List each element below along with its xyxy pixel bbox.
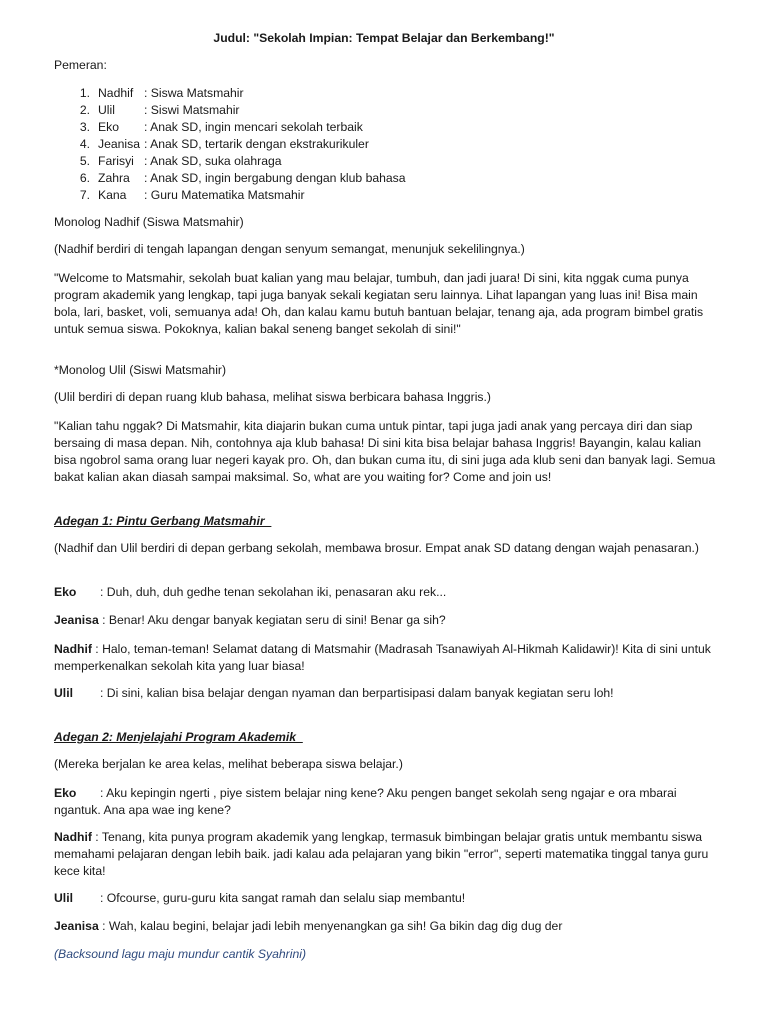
dialogue-text: : Di sini, kalian bisa belajar dengan nyaman dan berpartisipasi dalam banyak kegiatan seru loh! bbox=[100, 686, 614, 700]
speaker-name: Nadhif bbox=[54, 830, 92, 844]
monolog-ulil-direction: (Ulil berdiri di depan ruang klub bahasa, melihat siswa berbicara bahasa Inggris.) bbox=[54, 390, 491, 404]
monolog-nadhif-heading: Monolog Nadhif (Siswa Matsmahir) bbox=[54, 215, 244, 229]
backsound-note: (Backsound lagu maju mundur cantik Syahrini) bbox=[54, 947, 306, 961]
dialogue-text: : Ofcourse, guru-guru kita sangat ramah dan selalu siap membantu! bbox=[100, 891, 466, 905]
cast-role: : Anak SD, ingin bergabung dengan klub bahasa bbox=[144, 171, 406, 185]
speaker-name: Eko bbox=[54, 786, 77, 800]
dialogue-line bbox=[54, 641, 719, 675]
cast-role: : Siswi Matsmahir bbox=[144, 103, 240, 117]
dialogue-text: : Wah, kalau begini, belajar jadi lebih menyenangkan ga sih! Ga bikin dag dig dug der bbox=[102, 919, 563, 933]
cast-name: Ulil bbox=[98, 103, 115, 117]
cast-number: 1. bbox=[79, 86, 90, 100]
cast-name: Nadhif bbox=[98, 86, 134, 100]
cast-name: Eko bbox=[98, 120, 120, 134]
dialogue-line bbox=[54, 890, 719, 907]
adegan-1-heading: Adegan 1: Pintu Gerbang Matsmahir bbox=[54, 514, 272, 528]
dialogue-text: : Benar! Aku dengar banyak kegiatan seru di sini! Benar ga sih? bbox=[102, 613, 446, 627]
cast-role: : Anak SD, tertarik dengan ekstrakurikuler bbox=[144, 137, 369, 151]
dialogue-text: : Halo, teman-teman! Selamat datang di Matsmahir (Madrasah Tsanawiyah Al-Hikmah Kalidawir)! Kita di sini untuk memperkenalkan sekolah kita yang luar biasa! bbox=[54, 642, 711, 673]
dialogue-text: : Tenang, kita punya program akademik yang lengkap, termasuk bimbingan belajar gratis untuk membantu siswa memahami pelajaran dengan lebih baik. jadi kalau ada pelajaran yang bikin "error", seperti matematika tinggal tanya guru kece kita! bbox=[54, 830, 709, 878]
dialogue-text: : Duh, duh, duh gedhe tenan sekolahan iki, penasaran aku rek... bbox=[100, 585, 447, 599]
cast-number: 3. bbox=[79, 120, 90, 134]
cast-number: 5. bbox=[79, 154, 90, 168]
speaker-name: Eko bbox=[54, 585, 77, 599]
cast-role: : Anak SD, suka olahraga bbox=[144, 154, 282, 168]
speaker-name: Jeanisa bbox=[54, 613, 99, 627]
dialogue-line bbox=[54, 685, 719, 702]
dialogue-line bbox=[54, 612, 719, 629]
cast-name: Zahra bbox=[98, 171, 130, 185]
monolog-ulil-heading: *Monolog Ulil (Siswi Matsmahir) bbox=[54, 363, 227, 377]
dialogue-line bbox=[54, 785, 719, 819]
cast-number: 2. bbox=[79, 103, 90, 117]
cast-name: Kana bbox=[98, 188, 127, 202]
speaker-name: Jeanisa bbox=[54, 919, 99, 933]
cast-role: : Anak SD, ingin mencari sekolah terbaik bbox=[144, 120, 363, 134]
monolog-ulil-speech: "Kalian tahu nggak? Di Matsmahir, kita diajarin bukan cuma untuk pintar, tapi juga jadi anak yang percaya diri dan siap bersaing di masa depan. Nih, contohnya aja klub bahasa! Di sini kita bisa belajar bahasa Inggris! Bayangin, kalau kalian bisa ngobrol sama orang luar negeri kayak pro. Oh, dan bukan cuma itu, di sini juga ada klub seni dan banyak lagi. Semua bakat kalian akan diasah sampai maksimal. So, what are you waiting for? Come and join us! bbox=[54, 419, 716, 484]
cast-name: Jeanisa bbox=[98, 137, 141, 151]
dialogue-line bbox=[54, 918, 719, 935]
adegan-2-direction: (Mereka berjalan ke area kelas, melihat beberapa siswa belajar.) bbox=[54, 757, 403, 771]
speaker-name: Ulil bbox=[54, 891, 73, 905]
dialogue-line bbox=[54, 829, 719, 880]
monolog-nadhif-direction: (Nadhif berdiri di tengah lapangan dengan senyum semangat, menunjuk sekelilingnya.) bbox=[54, 242, 525, 256]
cast-role: : Siswa Matsmahir bbox=[144, 86, 244, 100]
speaker-name: Nadhif bbox=[54, 642, 92, 656]
monolog-nadhif-speech: "Welcome to Matsmahir, sekolah buat kalian yang mau belajar, tumbuh, dan jadi juara! Di sini, kita nggak cuma punya program akademik yang lengkap, tapi juga banyak sekali kegiatan seru lainnya. Lihat lapangan yang luas ini! Bisa main bola, lari, basket, voli, semuanya ada! Oh, dan kalau kamu butuh bantuan belajar, tenang aja, ada program bimbel gratis untuk semua siswa. Pokoknya, kalian bakal seneng banget sekolah di sini!" bbox=[54, 271, 704, 336]
cast-number: 4. bbox=[79, 137, 90, 151]
adegan-2-heading: Adegan 2: Menjelajahi Program Akademik bbox=[54, 730, 303, 744]
document-title: Judul: "Sekolah Impian: Tempat Belajar dan Berkembang!" bbox=[213, 31, 555, 45]
speaker-name: Ulil bbox=[54, 686, 73, 700]
cast-number: 6. bbox=[79, 171, 90, 185]
adegan-1-direction: (Nadhif dan Ulil berdiri di depan gerbang sekolah, membawa brosur. Empat anak SD datang dengan wajah penasaran.) bbox=[54, 541, 699, 555]
cast-number: 7. bbox=[79, 188, 90, 202]
cast-heading: Pemeran: bbox=[54, 58, 107, 72]
cast-name: Farisyi bbox=[98, 154, 134, 168]
dialogue-text: : Aku kepingin ngerti , piye sistem belajar ning kene? Aku pengen banget sekolah seng ngajar e ora mbarai ngantuk. Ana apa wae ing kene? bbox=[54, 786, 677, 817]
dialogue-line bbox=[54, 584, 719, 601]
cast-role: : Guru Matematika Matsmahir bbox=[144, 188, 305, 202]
